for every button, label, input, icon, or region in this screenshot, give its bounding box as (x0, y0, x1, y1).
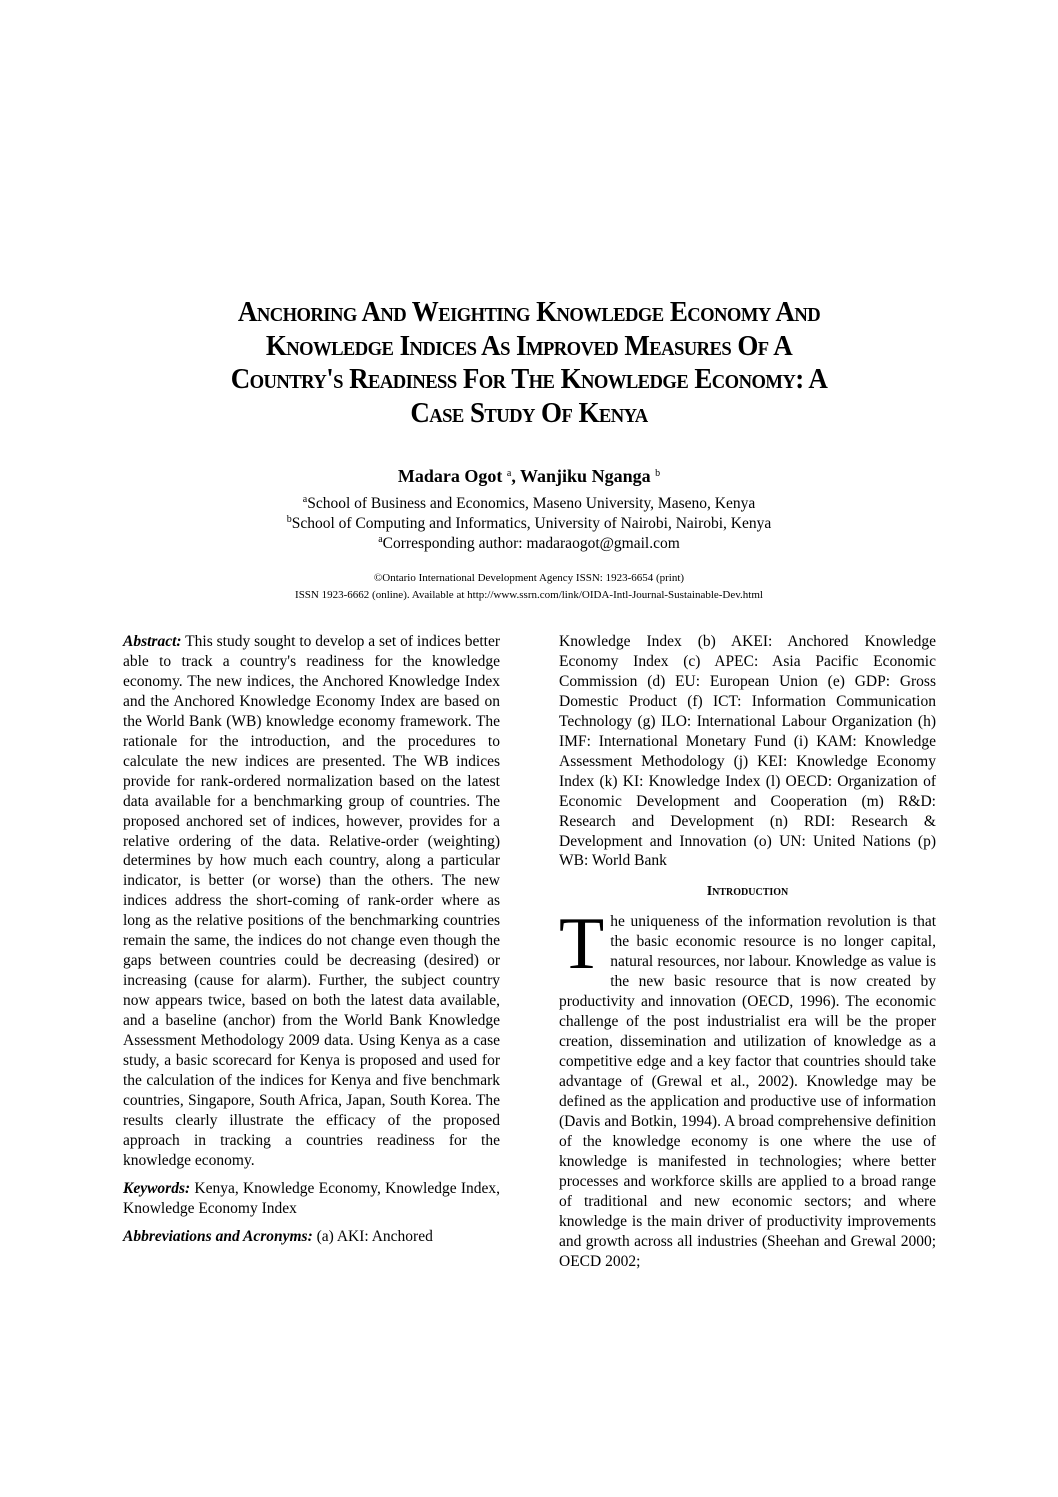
affiliation-marker: a (378, 534, 383, 545)
introduction-text: he uniqueness of the information revolution is that the basic economic resource is no longer capital, natural resources, nor labour. Knowledge as value is the new basic resource that is now created by productivity and innovation (OECD, 1996). The economic challenge of the post industrialist era will be the proper creation, dissemination and utilization of knowledge as a competitive edge and a key factor that countries should take advantage of (Grewal et al., 2002). Knowledge may be defined as the application and productive use of information (Davis and Botkin, 1994). A broad comprehensive definition of the knowledge economy is one where the use of knowledge is manifested in technologies; where better processes and workforce skills are applied to a broad range of traditional and new economic sectors; and where knowledge is the main driver of productivity improvements and growth across all industries (Sheehan and Grewal 2000; OECD 2002; (559, 913, 936, 1270)
right-column (559, 632, 936, 1272)
abstract-label: Abstract: (123, 633, 182, 650)
affiliation-marker: b (286, 514, 292, 525)
abbreviations (123, 1227, 500, 1247)
corresponding-author-text: Corresponding author: madaraogot@gmail.com (382, 535, 680, 552)
keywords (123, 1179, 500, 1219)
author-affiliation-marker: a (506, 468, 512, 479)
title-line: Country's Readiness For The Knowledge Economy: A (230, 363, 828, 395)
abbreviations-label: Abbreviations and Acronyms: (123, 1227, 313, 1245)
affiliation-text: School of Business and Economics, Maseno University, Maseno, Kenya (307, 495, 756, 512)
drop-cap: T (559, 903, 605, 986)
affiliation-text: School of Computing and Informatics, University of Nairobi, Nairobi, Kenya (291, 515, 772, 532)
title-line: Anchoring And Weighting Knowledge Economy And (237, 296, 821, 328)
author-list (0, 463, 1058, 487)
abbreviations-text-start: (a) AKI: Anchored (312, 1227, 433, 1245)
paper-title (130, 296, 928, 430)
section-heading-introduction: Introduction (706, 884, 789, 900)
corresponding-author (0, 530, 1058, 554)
author-name: Wanjiku Nganga (520, 466, 651, 486)
abbreviations-continued: Knowledge Index (b) AKEI: Anchored Knowledge Economy Index (c) APEC: Asia Pacific Economic Commission (d) EU: European Union (e) GDP: Gross Domestic Product (f) ICT: Information Communication Technology (g) ILO: International Labour Organization (h) IMF: International Monetary Fund (i) KAM: Knowledge Assessment Methodology (j) KEI: Knowledge Economy Index (k) KI: Knowledge Index (l) OECD: Organization of Economic Development and Cooperation (m) R&D: Research and Development (n) RDI: Research & Development and Innovation (o) UN: United Nations (p) WB: World Bank (559, 633, 936, 870)
publication-info-line1: ©Ontario International Development Agency ISSN: 1923-6654 (print) (373, 572, 685, 584)
introduction-paragraph (559, 903, 936, 1271)
keywords-label: Keywords: (123, 1179, 191, 1197)
left-column (123, 632, 500, 1247)
author-name: Madara Ogot (397, 466, 503, 486)
keywords-text: Kenya, Knowledge Economy, Knowledge Index, Knowledge Economy Index (123, 1179, 500, 1217)
title-line: Case Study Of Kenya (410, 396, 648, 429)
author-affiliation-marker: b (655, 468, 661, 479)
publication-info-line2: ISSN 1923-6662 (online). Available at http://www.ssrn.com/link/OIDA-Intl-Journal-Sustainable-Dev.html (295, 589, 763, 601)
author-separator: , (511, 466, 521, 486)
abstract-text: This study sought to develop a set of indices better able to track a country's readiness for the knowledge economy. The new indices, the Anchored Knowledge Index and the Anchored Knowledge Economy Index are based on the World Bank (WB) knowledge economy framework. The rationale for the introduction, and the procedures to calculate the new indices are presented. The WB indices provide for rank-ordered normalization based on the latest data available for a benchmarking group of countries. The proposed anchored set of indices, however, provides for a relative ordering of the data. Relative-order (weighting) determines by how much each country, along a particular indicator, is better (or worse) than the others. The new indices address the short-coming of rank-order where as long as the relative positions of the benchmarking countries remain the same, the indices do not change even though the gaps between countries could be decreasing (desired) or increasing (cause for alarm). Further, the subject country now appears twice, based on both the latest data available, and a baseline (anchor) from the World Bank Knowledge Assessment Methodology 2009 data. Using Kenya as a case study, a basic scorecard for Kenya is proposed and used for the calculation of the indices for Kenya and five benchmark countries, Singapore, South Africa, Japan, South Korea. The results clearly illustrate the efficacy of the proposed approach in tracking a countries readiness for the knowledge economy. (123, 633, 500, 1169)
title-line: Knowledge Indices As Improved Measures Of A (265, 329, 793, 362)
abstract (123, 632, 500, 1171)
affiliation-marker: a (302, 494, 308, 505)
